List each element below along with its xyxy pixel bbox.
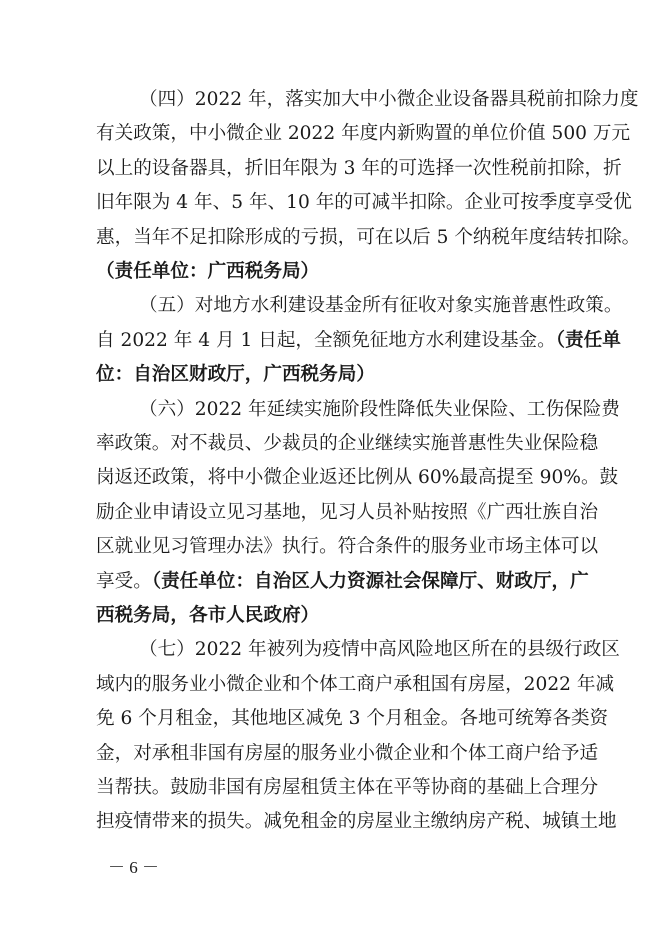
paragraph-si-line bbox=[96, 255, 572, 289]
paragraph-si-line bbox=[139, 83, 639, 117]
paragraph-si-line bbox=[96, 186, 632, 220]
paragraph-qi-line bbox=[139, 633, 620, 667]
paragraph-wu-line bbox=[139, 289, 623, 323]
paragraph-si-line bbox=[96, 152, 622, 186]
body-text: 免 6 个月租金，其他地区减免 3 个月租金。各地可统筹各类资 bbox=[96, 708, 609, 730]
paragraph-liu-line bbox=[139, 393, 620, 427]
paragraph-si-line bbox=[96, 117, 631, 151]
paragraph-liu-line bbox=[96, 496, 599, 530]
body-text: 自 2022 年 4 月 1 日起，全额免征地方水利建设基金。 bbox=[96, 329, 556, 351]
paragraph-qi-line bbox=[96, 805, 617, 839]
responsible-unit-text: （责任单位：广西税务局） bbox=[96, 261, 320, 282]
body-text: （四）2022 年，落实加大中小微企业设备器具税前扣除力度 bbox=[139, 89, 639, 110]
body-text: 惠，当年不足扣除形成的亏损，可在以后 5 个纳税年度结转扣除。 bbox=[96, 226, 641, 248]
body-text: 率政策。对不裁员、少裁员的企业继续实施普惠性失业保险稳 bbox=[96, 433, 599, 454]
body-text: （六）2022 年延续实施阶段性降低失业保险、工伤保险费 bbox=[139, 398, 620, 420]
paragraph-qi-line bbox=[96, 771, 599, 805]
body-text: 有关政策，中小微企业 2022 年度内新购置的单位价值 500 万元 bbox=[96, 123, 631, 145]
body-text: 励企业申请设立见习基地，见习人员补贴按照《广西壮族自治 bbox=[96, 501, 599, 523]
paragraph-qi-line bbox=[96, 702, 609, 736]
paragraph-liu-line bbox=[96, 427, 599, 461]
body-text: 担疫情带来的损失。减免租金的房屋业主缴纳房产税、城镇土地 bbox=[96, 811, 617, 833]
responsible-unit-text: （责任单位：自治区人力资源社会保障厅、财政厅，广 bbox=[151, 570, 589, 592]
body-text: （七）2022 年被列为疫情中高风险地区所在的县级行政区 bbox=[139, 639, 620, 661]
paragraph-liu-line bbox=[96, 461, 619, 495]
paragraph-wu-line bbox=[96, 324, 621, 358]
responsible-unit-text: 位：自治区财政厅，广西税务局） bbox=[96, 364, 375, 386]
paragraph-qi-line bbox=[96, 668, 615, 702]
body-text: 以上的设备器具，折旧年限为 3 年的可选择一次性税前扣除，折 bbox=[96, 157, 622, 179]
body-text: 金，对承租非国有房屋的服务业小微企业和个体工商户给予适 bbox=[96, 742, 599, 764]
body-text: 当帮扶。鼓励非国有房屋租赁主体在平等协商的基础上合理分 bbox=[96, 777, 599, 798]
paragraph-liu-line bbox=[96, 565, 589, 599]
paragraph-qi-line bbox=[96, 737, 599, 771]
body-text: 旧年限为 4 年、5 年、10 年的可减半扣除。企业可按季度享受优 bbox=[96, 192, 632, 214]
responsible-unit-text: （责任单 bbox=[555, 329, 621, 351]
page-number: － 6 － bbox=[108, 858, 159, 877]
responsible-unit-text: 西税务局，各市人民政府） bbox=[96, 605, 320, 626]
paragraph-wu-line bbox=[96, 358, 572, 392]
body-text: 区就业见习管理办法》执行。符合条件的服务业市场主体可以 bbox=[96, 536, 599, 558]
body-text: 岗返还政策，将中小微企业返还比例从 60%最高提至 90%。鼓 bbox=[96, 467, 619, 489]
paragraph-liu-line bbox=[96, 530, 599, 564]
body-text: 享受。 bbox=[96, 570, 152, 592]
body-text: 域内的服务业小微企业和个体工商户承租国有房屋，2022 年减 bbox=[96, 673, 615, 695]
paragraph-liu-line bbox=[96, 599, 572, 633]
paragraph-si-line bbox=[96, 221, 641, 255]
body-text: （五）对地方水利建设基金所有征收对象实施普惠性政策。 bbox=[139, 295, 623, 317]
